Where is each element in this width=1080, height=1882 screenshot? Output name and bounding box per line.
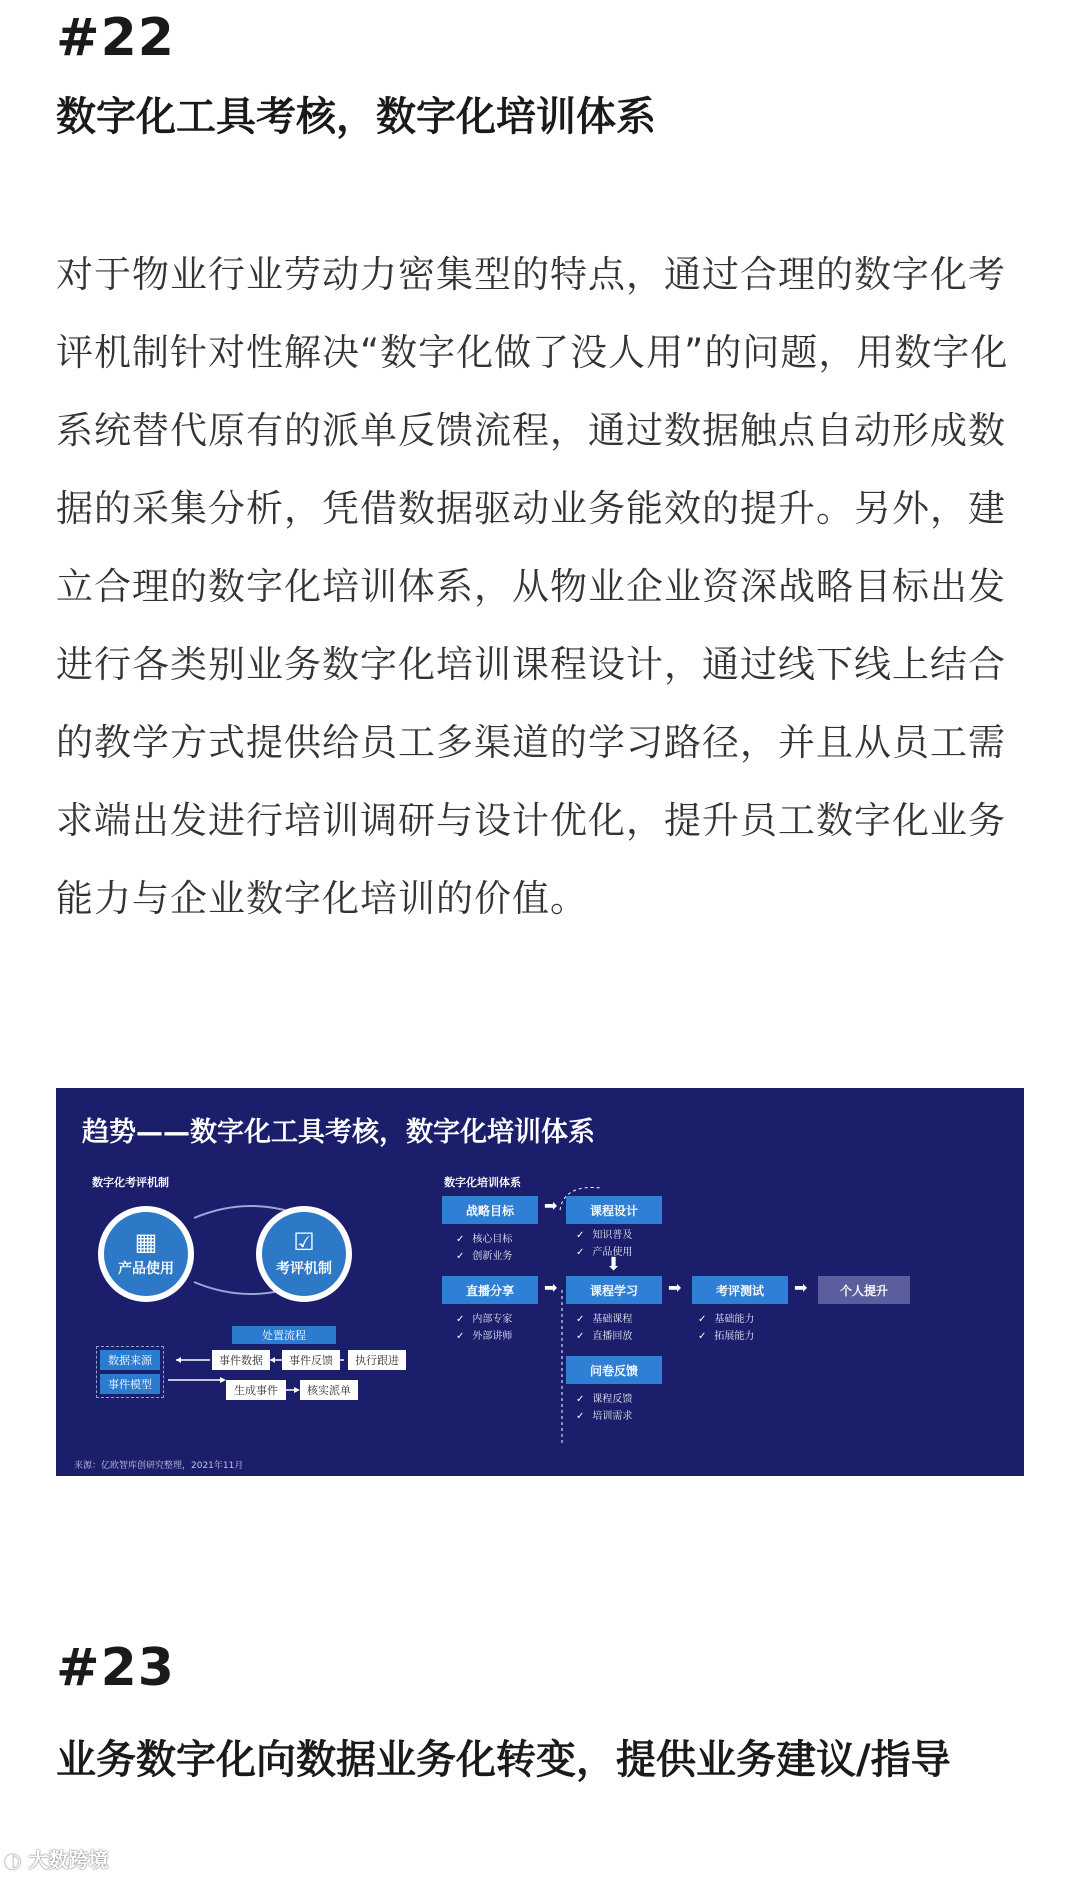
watermark-logo-icon: ◐: [4, 1848, 29, 1872]
verify-dispatch: 核实派单: [300, 1380, 358, 1400]
step-course-design: 课程设计: [566, 1196, 662, 1224]
strategy-item-1: ✓ 核心目标: [456, 1234, 513, 1245]
section-22-paragraph: 对于物业行业劳动力密集型的特点，通过合理的数字化考评机制针对性解决“数字化做了没人用”的问题，用数字化系统替代原有的派单反馈流程，通过数据触点自动形成数据的采集分析，凭借数据驱动业务能效的提升。另外，建立合理的数字化培训体系，从物业企业资深战略目标出发进行各类别业务数字化培训课程设计，通过线下线上结合的教学方式提供给员工多渠道的学习路径，并且从员工需求端出发进行培训调研与设计优化，提升员工数字化业务能力与企业数字化培训的价值。: [56, 253, 1009, 920]
step-survey: 问卷反馈: [566, 1356, 662, 1384]
slide-title: 趋势——数字化工具考核，数字化培训体系: [82, 1117, 595, 1148]
survey-item-2: ✓ 培训需求: [576, 1411, 633, 1422]
section-22-number: #22: [56, 8, 175, 68]
product-usage-label: 产品使用: [118, 1261, 174, 1277]
review-test-item-2: ✓ 拓展能力: [698, 1331, 755, 1342]
arrow-right-icon: ➡: [544, 1196, 558, 1215]
survey-item-1: ✓ 课程反馈: [576, 1394, 633, 1405]
live-item-2: ✓ 外部讲师: [456, 1331, 513, 1342]
execute-follow: 执行跟进: [348, 1350, 406, 1370]
step-course-learning: 课程学习: [566, 1276, 662, 1304]
review-mechanism-label: 考评机制: [276, 1261, 332, 1277]
review-test-item-1: ✓ 基础能力: [698, 1314, 755, 1325]
left-heading: 数字化考评机制: [92, 1176, 169, 1189]
apps-grid-icon: ▦: [134, 1228, 158, 1256]
course-learning-item-2: ✓ 直播回放: [576, 1331, 633, 1342]
section-22-title: 数字化工具考核，数字化培训体系: [56, 94, 656, 140]
trend-slide: [56, 1088, 1024, 1476]
source-note: 来源：亿欧智库创研究整理，2021年11月: [74, 1461, 244, 1471]
section-23-title: 业务数字化向数据业务化转变，提供业务建议/指导: [56, 1737, 951, 1783]
event-model: 事件模型: [100, 1374, 160, 1394]
data-source: 数据来源: [100, 1350, 160, 1370]
course-learning-item-1: ✓ 基础课程: [576, 1314, 633, 1325]
strategy-item-2: ✓ 创新业务: [456, 1251, 513, 1262]
watermark-text: 大数跨境: [28, 1848, 109, 1872]
course-design-item-2: ✓ 产品使用: [576, 1247, 633, 1258]
arrow-down-icon: ⬇: [606, 1254, 622, 1275]
arrow-right-icon: ➡: [668, 1278, 682, 1297]
process-label: 处置流程: [232, 1326, 336, 1344]
live-item-1: ✓ 内部专家: [456, 1314, 513, 1325]
product-usage-circle: [98, 1206, 194, 1302]
arrow-right-icon: ➡: [544, 1278, 558, 1297]
event-feedback: 事件反馈: [282, 1350, 340, 1370]
event-data: 事件数据: [212, 1350, 270, 1370]
review-mechanism-circle: [256, 1206, 352, 1302]
clipboard-check-icon: ☑: [293, 1228, 315, 1256]
course-design-item-1: ✓ 知识普及: [576, 1230, 633, 1241]
right-heading: 数字化培训体系: [444, 1176, 521, 1189]
arrow-right-icon: ➡: [794, 1278, 808, 1297]
step-strategy: 战略目标: [442, 1196, 538, 1224]
step-personal: 个人提升: [818, 1276, 910, 1304]
step-review-test: 考评测试: [692, 1276, 788, 1304]
generate-event: 生成事件: [226, 1380, 286, 1400]
section-23-number: #23: [56, 1638, 175, 1698]
watermark: [4, 1844, 108, 1873]
step-live: 直播分享: [442, 1276, 538, 1304]
